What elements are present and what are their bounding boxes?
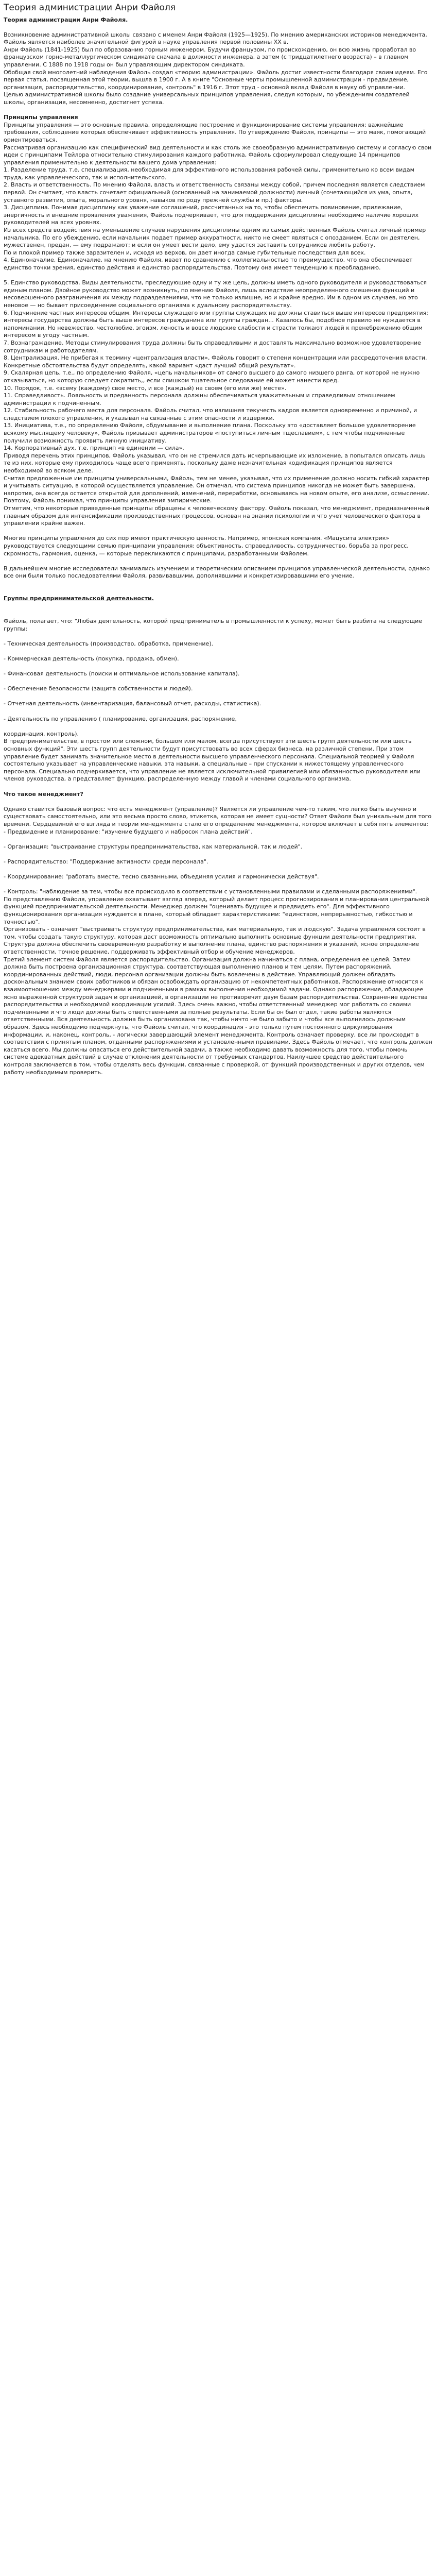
section-heading: Что такое менеджмент? xyxy=(4,790,83,798)
paragraph: - Обеспечение безопасности (защита собственности и людей). xyxy=(4,685,193,692)
paragraph: Организовать - означает "выстраивать структуру предпринимательства, как материальную, так и людскую". Задача управления состоит в том, чтобы создать такую структуру, которая даст возможность оптимально выполнить основные функции деятельности предприятия. Структура должна обеспечить своевременную разработку и выполнение плана, единство распоряжения и указаний, ясное определение ответственности, точное решение, поддерживать эффективный отбор и обучение менеджеров. xyxy=(4,926,426,956)
blank-line xyxy=(4,708,432,716)
paragraph: Считая предложенные им принципы универсальными, Файоль, тем не менее, указывал, что их применение должно носить гибкий характер и учитывать ситуацию, в которой осуществляется управление. Он отмечал, что система принципов никогда не может быть завершена, напротив, она всегда остается открытой для дополнений, изменений, переработки, основываясь на новом опыте, его анализе, осмыслении. Поэтому, Файоль понимал, что принципы управления эмпирические. xyxy=(4,474,430,504)
section-heading: Принципы управления xyxy=(4,114,78,121)
paragraph: - Предвидение и планирование: "изучение будущего и набросок плана действий". xyxy=(4,828,253,835)
paragraph: Многие принципы управления до сих пор имеют практическую ценность. Например, японская компания. «Мацусита электрик» руководствуется следующими семью принципами управления: объективность, справедливость, сотрудничество, борьба за прогресс, скромность, гармония, оценка, — которые перекликаются с принципами, разработанными Файолем. xyxy=(4,535,409,557)
paragraph: - Коммерческая деятельность (покупка, продажа, обмен). xyxy=(4,655,179,662)
paragraph: 6. Подчинение частных интересов общим. Интересы служащего или группы служащих не должны ставиться выше интересов предприятия; интересы государства должны быть выше интересов гражданина или группы граждан... Казалось бы, подобное правило не нуждается в напоминании. Но невежество, честолюбие, эгоизм, леность и вовсе людские слабости и страсти толкают людей к пренебрежению общим интересом в угоду частным. xyxy=(4,309,428,339)
blank-line xyxy=(4,693,432,701)
paragraph: В предпринимательстве, в простом или сложном, большом или малом, всегда присутствуют эти шесть групп деятельности или шесть основных функций". Эти шесть групп деятельности будут присутствовать во всех сферах бизнеса, на различной степени. При этом управление будет занимать значительное место в деятельности высшего управленческого персонала. Специальной теорией у Файоля состоятельно указывает на управленческие навыки, эта навыки, а специальные – при спускании к нижестоящему управленческого персонала. Специально подчеркивается, что управление не является исключительной привилегией или обязанностью руководителя или членов руководства, а представляет функцию, распределенную между главой и членами социального организма. xyxy=(4,738,421,783)
blank-line xyxy=(4,107,432,114)
document-page xyxy=(0,2,436,1076)
blank-line xyxy=(4,866,432,874)
blank-line xyxy=(4,663,432,670)
document-subtitle: Теория администрации Анри Файоля. xyxy=(4,16,128,23)
paragraph: В дальнейшем многие исследователи занимались изучением и теоретическим описанием принципов управленческой деятельности, однако все они были только последователями Файоля, развивавшими, дополнявшими и конкретизировавшими его учение. xyxy=(4,565,430,580)
paragraph: Целью административной школы было создание универсальных принципов управления, следуя которым, по убеждениям создателей школы, организация, несомненно, достигнет успеха. xyxy=(4,91,410,106)
paragraph: Обобщая свой многолетний наблюдения Файоль создал «теорию администрации». Файоль достиг известности благодаря своим идеям. Его первая статья, посвященная этой теории, вышла в 1900 г. А в книге "Основные черты промышленной администрации - предвидение, организация, распорядительство, координирование, контроль" в 1916 г. Этот труд - основной вклад Файоля в науку об управлении. xyxy=(4,69,428,91)
document-body xyxy=(4,31,432,1077)
blank-line xyxy=(4,678,432,686)
blank-line xyxy=(4,580,432,588)
blank-line xyxy=(4,723,432,731)
section-heading: Группы предпринимательской деятельности. xyxy=(4,595,154,602)
page-title: Теория администрации Анри Файоля xyxy=(4,3,176,13)
blank-line xyxy=(4,557,432,565)
blank-line xyxy=(4,272,432,280)
paragraph: Анри Файоль (1841-1925) был по образованию горным инженером. Будучи французом, по происхождению, он всю жизнь проработал во французском горно-металлургическом синдикате сначала в должности инженера, а затем (с тридцатилетнего возраста) – в главном управлении. С 1888 по 1918 годы он был управляющим директором синдиката. xyxy=(4,46,416,68)
paragraph: 9. Скалярная цепь, т.е., по определению Файоля, «цепь начальников» от самого высшего до самого низшего ранга, от которой не нужно отказываться, но которую следует сократить,, если слишком тщательное следование ей может нанести вред. xyxy=(4,369,420,384)
paragraph: - Координирование: "работать вместе, тесно связанными, объединяя усилия и гармонически действуя". xyxy=(4,873,319,880)
paragraph: - Организация: "выстраивание структуры предпринимательства, как материальной, так и людей". xyxy=(4,843,303,850)
blank-line xyxy=(4,528,432,535)
paragraph: 2. Власть и ответственность. По мнению Файоля, власть и ответственность связаны между собой, причем последняя является следствием первой. Он считает, что власть сочетает официальный (основанный на занимаемой должности) личный (сочетающийся из ума, опыта, уставного развития, опыта, морального уровня, навыков по роду прежней службы и пр.) факторы. xyxy=(4,181,425,204)
paragraph: Файоль, полагает, что: "Любая деятельность, которой предприниматель в промышленности к успеху, может быть разбита на следующие группы: xyxy=(4,617,423,632)
paragraph: - Финансовая деятельность (поиски и оптимальное использование капитала). xyxy=(4,670,240,677)
paragraph: 14. Корпоративный дух, т.е. принцип «в единении — сила». xyxy=(4,445,184,452)
blank-line xyxy=(4,783,432,791)
paragraph: - Техническая деятельность (производство, обработка, применение). xyxy=(4,640,214,647)
blank-line xyxy=(4,881,432,889)
paragraph: координация, контроль). xyxy=(4,730,79,737)
paragraph: - Распорядительство: "Поддержание активности среди персонала". xyxy=(4,858,208,865)
paragraph: 13. Инициатива, т.е., по определению Файоля, обдумывание и выполнение плана. Поскольку это «доставляет большое удовлетворение всякому мыслящему человеку», Файоль призывает администраторов «поступиться личным тщеславием», с тем чтобы подчиненные получили возможность проявить личную инициативу. xyxy=(4,422,416,444)
blank-line xyxy=(4,798,432,806)
paragraph: Возникновение административной школы связано с именем Анри Файоля (1925—1925). По мнению американских историков менеджмента, Файоль является наиболее значительной фигурой в науке управления первой половины XX в. xyxy=(4,31,427,46)
blank-line xyxy=(4,836,432,843)
blank-line xyxy=(4,588,432,596)
paragraph: Однако ставится базовый вопрос: что есть менеджмент (управление)? Является ли управление чем-то таким, что легко быть выучено и существовать самостоятельно, или это весьма просто слово, этикетка, которая не имеет сущности? Ответ Файоля был уникальным для того времени. Сердцевиной его взгляда и теории менеджмента стало его определение менеджмента, которое включает в себя пять элементов: xyxy=(4,805,432,827)
paragraph: - Деятельность по управлению ( планирование, организация, распоряжение, xyxy=(4,715,237,722)
paragraph: 3. Дисциплина. Понимая дисциплину как уважение соглашений, рассчитанных на то, чтобы обеспечить повиновение, прилежание, энергичность и внешние проявления уважения, Файоль подчеркивает, что для поддержания дисциплины необходимо наличие хороших руководителей на всех уровнях. xyxy=(4,204,418,226)
paragraph: 4. Единоначалие. Единоначалие, на мнению Файоля, ивает по сравнению с коллегиальностью то преимущество, что она обеспечивает единство точки зрения, единство действия и единство распорядительства. Поэтому она имеет тенденцию к преобладанию. xyxy=(4,257,413,271)
paragraph: 7. Вознаграждение. Методы стимулирования труда должны быть справедливыми и доставлять максимально возможное удовлетворение сотрудникам и работодателям. xyxy=(4,339,421,354)
blank-line xyxy=(4,603,432,611)
paragraph: 1. Разделение труда. т.е. специализация, необходимая для эффективного использования рабочей силы, применительно ко всем видам труда, как управленческого, так и исполнительского. xyxy=(4,166,414,181)
blank-line xyxy=(4,648,432,655)
paragraph: Третий элемент систем Файоля является распорядительство. Организация должна начинаться с плана, определения ее целей. Затем должна быть построена организационная структура, соответствующая выполнению планов и тем целям. Путем распоряжений, координированных действий, люди, персонал организации должны быть вовлечены в действие. Управляющий должен обладать доскональным знанием своих работников и обязан освобождать организацию от некомпетентных работников. Распоряжение относится к взаимоотношению между менеджерами и подчиненными в рамках выполнения необходимой задачи. Однако распоряжение, обладающее ясно выраженной структурой задач и организацией, в организации не противоречит двум базам распорядительства. Сохранение единства распорядительства и необходимой координации усилий. Здесь очень важно, чтобы ответственный менеджер мог работать со своими подчиненными и что люди должны быть ответственными за полные результаты. Если бы он был отдел, такие работы являются ответственными. Вся деятельность должна быть организована так, чтобы ничто не было забыто и чтобы все выполнялось должным образом. Здесь необходимо подчеркнуть, что Файоль считал, что координация - это только путем постоянного циркулирования информации, и, наконец, контроль, - логически завершающий элемент менеджмента. Контроль означает проверку, все ли происходит в соответствии с принятым планом, отданными распоряжениями и установленными правилами. Здесь Файоль отмечает, что контроль должен касаться всего. Мы должны опасаться его действительной задачи, а также необходимо давать возможность для того, чтобы помочь системе адекватных действий в случае отклонения деятельности от требуемых стандартов. Наилучшее средство действительного контроля заключается в том, чтобы отделять весь функции, связанные с проверкой, от функций производственных и других отделов, чем работу необходимым проверить. xyxy=(4,956,432,1076)
paragraph: 12. Стабильность рабочего места для персонала. Файоль считал, что излишняя текучесть кадров является одновременно и причиной, и следствием плохого управления, и указывал на связанные с этим опасности и издержки. xyxy=(4,407,417,421)
paragraph: 5. Единство руководства. Виды деятельности, преследующие одну и ту же цель, должны иметь одного руководителя и руководствоваться единым планом. Двойное руководство может возникнуть, по мнению Файоля, лишь вследствие неопределенного смешения функций и несовершенного разграничения их между подразделениями, что не только излишне, но и крайне вредно. Им в одном из случаев, но это неновое — но бывает присоединение социального организма к дуальному распорядительству. xyxy=(4,279,427,309)
paragraph: 10. Порядок, т.е. «всему (каждому) свое место, и все (каждый) на своем (его или же) месте». xyxy=(4,384,287,392)
paragraph: По и плохой пример также заразителен и, исходя из верхов, он дает иногда самые губительные последствия для всех. xyxy=(4,249,366,256)
paragraph: Рассматривая организацию как специфический вид деятельности и как столь же своеобразную административную систему и согласую свои идеи с принципами Тейлора относительно стимулирования каждого работника, Файоль сформулировал следующие 14 принципов управления применительно к деятельности вашего дома управления: xyxy=(4,144,432,166)
paragraph: 8. Централизация. Не прибегая к термину «централизация власти», Файоль говорит о степени концентрации или рассредоточения власти. Конкретные обстоятельства будут определять, какой вариант «даст лучший общий результат». xyxy=(4,354,427,369)
paragraph: 11. Справедливость. Лояльность и преданность персонала должны обеспечиваться уважительным и справедливым отношением администрации к подчиненным. xyxy=(4,392,395,406)
blank-line xyxy=(4,851,432,858)
paragraph: Из всех средств воздействия на уменьшение случаев нарушения дисциплины одним из самых действенных Файоль считал личный пример начальника. По его убеждению, если начальник подает пример аккуратности, никто не смеет являться с опозданием. Если он деятелен, мужественен, предан, — ему подражают; и если он умеет вести дело, ему удастся заставить сотрудников любить работу. xyxy=(4,227,426,249)
paragraph: Принципы управления — это основные правила, определяющие построение и функционирование системы управления; важнейшие требования, соблюдение которых обеспечивает эффективность управления. По утверждению Файоля, принципы — это маяк, помогающий ориентироваться. xyxy=(4,121,426,143)
paragraph: Приводя перечень этих принципов, Файоль указывал, что он не стремился дать исчерпывающие их изложение, а попытался описать лишь те из них, которые ему приходилось чаще всего применять, поскольку даже незначительная кодификация принципов является необходимой во всяком деле. xyxy=(4,452,426,474)
paragraph: По представлению Файоля, управление охватывает взгляд вперед, который делает процесс прогнозирования и планирования центральной функцией предпринимательской деятельности. Менеджер должен "оценивать будущее и предвидеть его". Для эффективного функционирования организация нуждается в плане, который обладает характеристиками: "единством, непрерывностью, гибкостью и точностью". xyxy=(4,895,429,925)
paragraph: - Контроль: "наблюдение за тем, чтобы все происходило в соответствии с установленными правилами и сделанными распоряжениями". xyxy=(4,888,417,895)
blank-line xyxy=(4,633,432,640)
paragraph: Отметим, что некоторые приведенные принципы обращены к человеческому фактору. Файоль показал, что менеджмент, предназначенный главным образом для интенсификации производственных процессов, основан на знании психологии и что учет человеческого фактора в управлении крайне важен. xyxy=(4,505,429,527)
blank-line xyxy=(4,610,432,618)
paragraph: - Отчетная деятельность (инвентаризация, балансовый отчет, расходы, статистика). xyxy=(4,700,261,707)
